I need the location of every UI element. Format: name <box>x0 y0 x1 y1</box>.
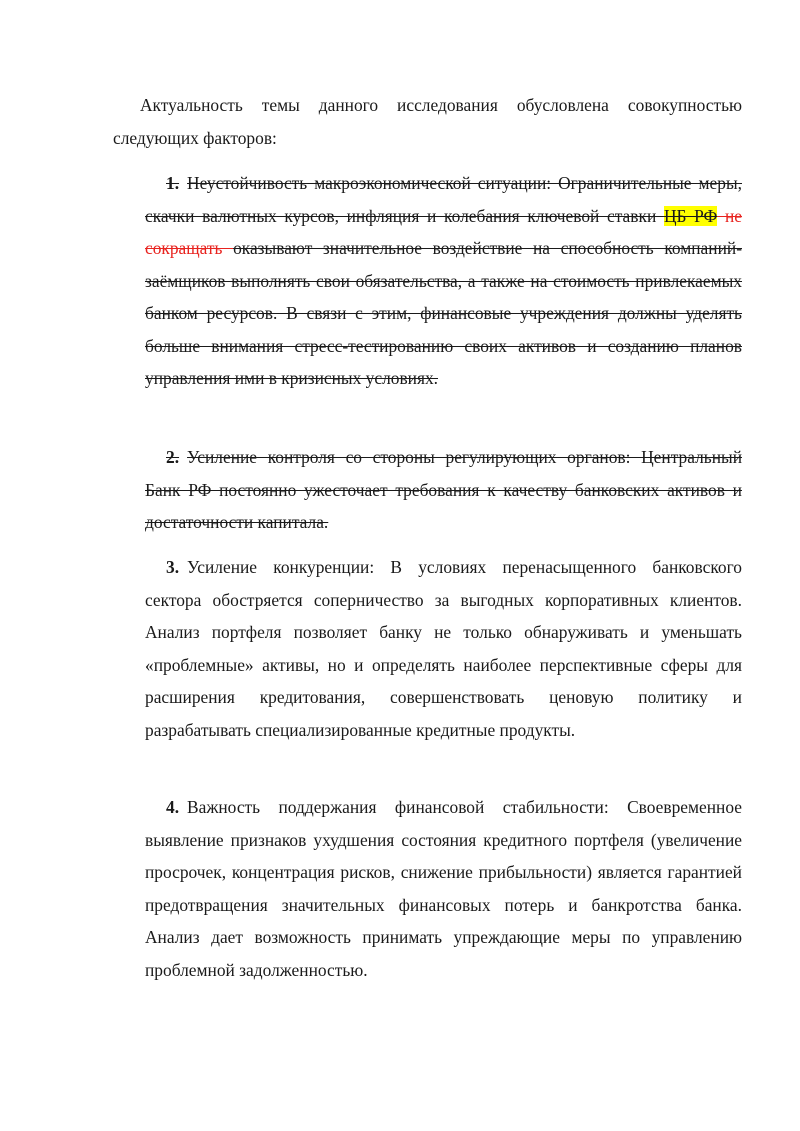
intro-paragraph: Актуальность темы данного исследования обусловлена совокупностью следующих факторов: <box>113 95 742 148</box>
list-item-1 <box>145 167 742 395</box>
list-item-4 <box>145 791 742 986</box>
item-number: 1. <box>166 173 180 194</box>
item-text: Усиление конкуренции: В условиях перенасыщенного банковского сектора обостряется соперничество за выгодных корпоративных клиентов. Анализ портфеля позволяет банку не только обнаруживать и уменьшать «проблемные» активы, но и определять наиболее перспективные сферы для расширения кредитования, совершенствовать ценовую политику и разрабатывать специализированные кредитные продукты. <box>145 557 742 740</box>
list-item-3 <box>145 551 742 746</box>
highlighted-text: ЦБ РФ <box>663 205 718 226</box>
item-text-part-b: оказывают значительное воздействие на способность компаний-заёмщиков выполнять свои обязательства, а также на стоимость привлекаемых банком ресурсов. В связи с этим, финансовые учреждения должны уделять больше внимания стресс-тестированию своих активов и созданию планов управления ими в кризисных условиях. <box>145 238 742 389</box>
item-text: Важность поддержания финансовой стабильности: Своевременное выявление признаков ухудшения состояния кредитного портфеля (увеличение просрочек, концентрация рисков, снижение прибыльности) является гарантией предотвращения значительных финансовых потерь и банкротства банка. Анализ дает возможность принимать упреждающие меры по управлению проблемной задолженностью. <box>145 797 742 980</box>
item-number: 2. <box>166 447 180 468</box>
item-number: 3. <box>166 557 180 578</box>
item-text: Усиление контроля со стороны регулирующих органов: Центральный Банк РФ постоянно ужесточает требования к качеству банковских активов и достаточности капитала. <box>145 447 742 533</box>
red-strikethrough-note: не сокращать <box>145 205 742 259</box>
list-item-2 <box>145 441 742 539</box>
item-text-part-a: Неустойчивость макроэкономической ситуации: Ограничительные меры, скачки валютных курсов, инфляция и колебания ключевой ставки <box>145 173 742 226</box>
item-number: 4. <box>166 797 180 818</box>
